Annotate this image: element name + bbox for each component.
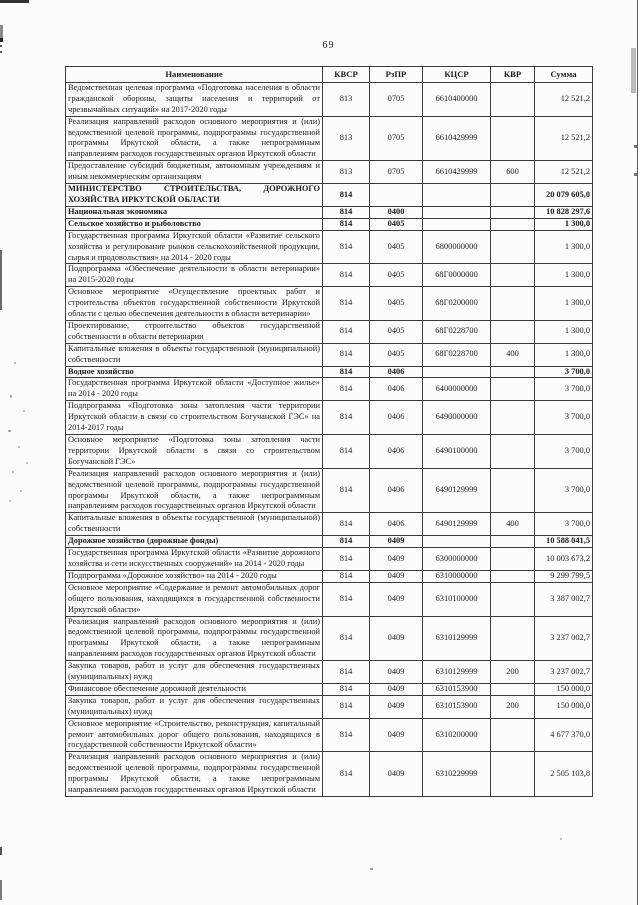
cell-kcsr: 6310153900 xyxy=(423,695,491,718)
cell-kcsr: 6310129999 xyxy=(423,616,491,661)
cell-summa: 12 521,2 xyxy=(535,82,593,116)
cell-rzpr: 0409 xyxy=(370,582,423,616)
cell-kvsr: 814 xyxy=(323,366,370,378)
cell-summa: 3 700,0 xyxy=(535,401,593,435)
cell-name: Реализация направлений расходов основного мероприятия и (или) ведомственной целевой программы, подпрограммы государственной программы Иркутской области, а также непрограммным направлениям расходов государственных органов Иркутской области xyxy=(66,752,323,797)
cell-kvr xyxy=(491,82,535,116)
cell-name: МИНИСТЕРСТВО СТРОИТЕЛЬСТВА, ДОРОЖНОГО ХОЗЯЙСТВА ИРКУТСКОЙ ОБЛАСТИ xyxy=(66,184,323,207)
cell-rzpr: 0409 xyxy=(370,752,423,797)
cell-name: Финансовое обеспечение дорожной деятельности xyxy=(66,683,323,695)
scan-artifact-left-bar xyxy=(0,25,3,38)
cell-summa: 1 300,0 xyxy=(535,343,593,366)
col-header-name: Наименование xyxy=(66,67,323,83)
cell-rzpr: 0409 xyxy=(370,548,423,571)
cell-kvr xyxy=(491,116,535,161)
cell-kcsr xyxy=(423,184,491,207)
cell-kvr xyxy=(491,683,535,695)
cell-kvr xyxy=(491,264,535,287)
cell-kvr xyxy=(491,206,535,218)
cell-summa: 150 000,0 xyxy=(535,695,593,718)
speckle xyxy=(26,462,28,464)
cell-kvsr: 814 xyxy=(323,616,370,661)
cell-kcsr: 6610429999 xyxy=(423,116,491,161)
cell-kvsr: 813 xyxy=(323,116,370,161)
scan-artifact-left-bottom1 xyxy=(0,847,2,855)
cell-kvsr: 814 xyxy=(323,218,370,230)
table-row xyxy=(66,264,593,287)
cell-summa: 3 387 002,7 xyxy=(535,582,593,616)
table-row xyxy=(66,116,593,161)
speckle xyxy=(20,490,22,492)
table-row xyxy=(66,287,593,321)
cell-kvsr: 814 xyxy=(323,695,370,718)
cell-summa: 4 677 370,0 xyxy=(535,718,593,752)
table-row xyxy=(66,468,593,513)
speckle xyxy=(23,410,25,412)
cell-rzpr: 0405 xyxy=(370,343,423,366)
table-row xyxy=(66,320,593,343)
cell-name: Дорожное хозяйство (дорожные фонды) xyxy=(66,536,323,548)
cell-rzpr: 0406 xyxy=(370,401,423,435)
table-row xyxy=(66,184,593,207)
cell-kvr: 400 xyxy=(491,513,535,536)
cell-rzpr: 0705 xyxy=(370,161,423,184)
cell-summa: 10 828 297,6 xyxy=(535,206,593,218)
cell-rzpr: 0705 xyxy=(370,82,423,116)
cell-kvsr: 814 xyxy=(323,435,370,469)
cell-summa: 150 000,0 xyxy=(535,683,593,695)
table-row xyxy=(66,378,593,401)
cell-name: Ведомственная целевая программа «Подготовка населения в области гражданской обороны, защиты населения и территорий от чрезвычайных ситуаций» на 2017-2020 годы xyxy=(66,82,323,116)
cell-kcsr: 6490100000 xyxy=(423,435,491,469)
cell-kcsr: 6310153900 xyxy=(423,683,491,695)
cell-kcsr: 6310100000 xyxy=(423,582,491,616)
speckle xyxy=(370,868,373,870)
cell-rzpr: 0406 xyxy=(370,366,423,378)
cell-name: Подпрограмма «Обеспечение деятельности в области ветеринарии» на 2015-2020 годы xyxy=(66,264,323,287)
cell-kvsr: 814 xyxy=(323,752,370,797)
col-header-rzpr: РзПР xyxy=(370,67,423,83)
cell-kvsr: 814 xyxy=(323,718,370,752)
cell-kvr: 200 xyxy=(491,695,535,718)
cell-summa: 3 700,0 xyxy=(535,513,593,536)
cell-summa: 10 003 673,2 xyxy=(535,548,593,571)
cell-rzpr: 0400 xyxy=(370,206,423,218)
cell-rzpr: 0409 xyxy=(370,661,423,684)
cell-rzpr: 0705 xyxy=(370,116,423,161)
cell-kvsr: 814 xyxy=(323,184,370,207)
cell-kvsr: 814 xyxy=(323,320,370,343)
speckle xyxy=(14,362,16,364)
table-row xyxy=(66,695,593,718)
cell-kcsr xyxy=(423,206,491,218)
cell-kcsr xyxy=(423,366,491,378)
cell-kvsr: 814 xyxy=(323,378,370,401)
cell-summa: 2 505 103,8 xyxy=(535,752,593,797)
cell-rzpr: 0406 xyxy=(370,435,423,469)
cell-kvsr: 814 xyxy=(323,401,370,435)
cell-kcsr: 68Г0200000 xyxy=(423,287,491,321)
cell-kvsr: 813 xyxy=(323,161,370,184)
table-row xyxy=(66,661,593,684)
cell-summa: 1 300,0 xyxy=(535,287,593,321)
cell-rzpr: 0409 xyxy=(370,536,423,548)
table-row xyxy=(66,536,593,548)
cell-kvsr: 814 xyxy=(323,287,370,321)
cell-name: Сельское хозяйство и рыболовство xyxy=(66,218,323,230)
cell-kcsr: 6310129999 xyxy=(423,661,491,684)
cell-summa: 3 700,0 xyxy=(535,366,593,378)
cell-name: Капитальные вложения в объекты государственной (муниципальной) собственности xyxy=(66,343,323,366)
cell-name: Основное мероприятие «Осуществление проектных работ и строительства объектов государственной собственности Иркутской области с целью обеспечения деятельности в области ветеринарии» xyxy=(66,287,323,321)
header-row xyxy=(66,67,593,83)
cell-kcsr: 6310229999 xyxy=(423,752,491,797)
page-number: 69 xyxy=(322,40,335,51)
cell-kcsr: 68Г0000000 xyxy=(423,264,491,287)
cell-kcsr: 6490129999 xyxy=(423,513,491,536)
cell-rzpr: 0406 xyxy=(370,378,423,401)
speckle xyxy=(12,471,14,473)
cell-summa: 1 300,0 xyxy=(535,264,593,287)
cell-kcsr: 68Г0228700 xyxy=(423,320,491,343)
cell-rzpr: 0405 xyxy=(370,264,423,287)
cell-name: Закупка товаров, работ и услуг для обеспечения государственных (муниципальных) нужд xyxy=(66,661,323,684)
cell-name: Основное мероприятие «Содержание и ремонт автомобильных дорог общего пользования, находящихся в государственной собственности Иркутской области» xyxy=(66,582,323,616)
cell-kvr xyxy=(491,218,535,230)
table-row xyxy=(66,570,593,582)
cell-kvsr: 814 xyxy=(323,513,370,536)
cell-kcsr: 6610400000 xyxy=(423,82,491,116)
speckle xyxy=(18,446,20,448)
cell-rzpr xyxy=(370,184,423,207)
table-header xyxy=(66,67,593,83)
cell-rzpr: 0409 xyxy=(370,616,423,661)
cell-rzpr: 0409 xyxy=(370,695,423,718)
cell-kvr xyxy=(491,366,535,378)
cell-rzpr: 0409 xyxy=(370,718,423,752)
cell-summa: 10 588 041,5 xyxy=(535,536,593,548)
cell-summa: 3 700,0 xyxy=(535,435,593,469)
cell-kcsr: 6610429999 xyxy=(423,161,491,184)
cell-kvr xyxy=(491,230,535,264)
col-header-kvr: КВР xyxy=(491,67,535,83)
cell-kvr xyxy=(491,320,535,343)
scan-artifact-top-bar xyxy=(0,0,29,3)
cell-summa: 12 521,2 xyxy=(535,161,593,184)
cell-kvsr: 813 xyxy=(323,82,370,116)
cell-kvsr: 814 xyxy=(323,468,370,513)
cell-name: Подпрограмма «Подготовка зоны затопления части территории Иркутской области в связи со строительством Богучанской ГЭС» на 2014-2017 годы xyxy=(66,401,323,435)
scan-artifact-left-dash xyxy=(0,38,3,42)
cell-kvr xyxy=(491,536,535,548)
table-row xyxy=(66,230,593,264)
cell-name: Основное мероприятие «Строительство, реконструкция, капитальный ремонт автомобильных дорог общего пользования, находящихся в государственной собственности Иркутской области» xyxy=(66,718,323,752)
cell-kvsr: 814 xyxy=(323,206,370,218)
cell-name: Основное мероприятие «Подготовка зоны затопления части территории Иркутской области в связи со строительством Богучанской ГЭС» xyxy=(66,435,323,469)
cell-name: Реализация направлений расходов основного мероприятия и (или) ведомственной целевой программы, подпрограммы государственной программы Иркутской области, а также непрограммным направлениям расходов государственных органов Иркутской области xyxy=(66,116,323,161)
table-row xyxy=(66,752,593,797)
scan-artifact-left-line xyxy=(0,250,2,310)
cell-name: Реализация направлений расходов основного мероприятия и (или) ведомственной целевой программы, подпрограммы государственной программы Иркутской области, а также непрограммным направлениям расходов государственных органов Иркутской области xyxy=(66,616,323,661)
cell-kcsr: 6800000000 xyxy=(423,230,491,264)
cell-name: Государственная программа Иркутской области «Доступное жилье» на 2014 - 2020 годы xyxy=(66,378,323,401)
cell-name: Подпрограмма «Дорожное хозяйство» на 2014 - 2020 годы xyxy=(66,570,323,582)
speckle xyxy=(8,430,11,432)
cell-rzpr: 0409 xyxy=(370,683,423,695)
cell-name: Предоставление субсидий бюджетным, автономным учреждениям и иным некоммерческим организациям xyxy=(66,161,323,184)
table-row xyxy=(66,513,593,536)
cell-kvsr: 814 xyxy=(323,548,370,571)
cell-name: Закупка товаров, работ и услуг для обеспечения государственных (муниципальных) нужд xyxy=(66,695,323,718)
cell-kvr xyxy=(491,616,535,661)
scan-artifact-left-mark1 xyxy=(0,45,2,47)
budget-table xyxy=(65,66,593,797)
cell-kcsr xyxy=(423,218,491,230)
cell-kvr xyxy=(491,582,535,616)
cell-name: Государственная программа Иркутской области «Развитие дорожного хозяйства и сети искусственных сооружений» на 2014 - 2020 годы xyxy=(66,548,323,571)
col-header-kvsr: КВСР xyxy=(323,67,370,83)
cell-kvsr: 814 xyxy=(323,536,370,548)
table-row xyxy=(66,616,593,661)
table-body xyxy=(66,82,593,796)
cell-kcsr: 6490000000 xyxy=(423,401,491,435)
cell-summa: 3 237 002,7 xyxy=(535,661,593,684)
cell-kvr xyxy=(491,718,535,752)
cell-summa: 20 079 605,0 xyxy=(535,184,593,207)
cell-name: Реализация направлений расходов основного мероприятия и (или) ведомственной целевой программы, подпрограммы государственной программы Иркутской области, а также непрограммным направлениям расходов государственных органов Иркутской области xyxy=(66,468,323,513)
table-row xyxy=(66,582,593,616)
cell-kcsr: 68Г0228700 xyxy=(423,343,491,366)
scan-artifact-right-tick1 xyxy=(634,145,637,148)
cell-summa: 9 299 799,5 xyxy=(535,570,593,582)
cell-kvr xyxy=(491,570,535,582)
cell-name: Проектирование, строительство объектов государственной собственности в области ветеринарии xyxy=(66,320,323,343)
table-row xyxy=(66,82,593,116)
cell-summa: 1 300,0 xyxy=(535,218,593,230)
table-row xyxy=(66,548,593,571)
table-row xyxy=(66,366,593,378)
cell-kvr xyxy=(491,435,535,469)
cell-kvr xyxy=(491,752,535,797)
cell-kvsr: 814 xyxy=(323,582,370,616)
col-header-summa: Сумма xyxy=(535,67,593,83)
cell-rzpr: 0409 xyxy=(370,570,423,582)
cell-kcsr: 6400000000 xyxy=(423,378,491,401)
table-row xyxy=(66,161,593,184)
cell-kcsr xyxy=(423,536,491,548)
scan-artifact-right-blob xyxy=(631,48,636,93)
cell-summa: 3 700,0 xyxy=(535,378,593,401)
table-row xyxy=(66,218,593,230)
cell-name: Национальная экономика xyxy=(66,206,323,218)
cell-rzpr: 0405 xyxy=(370,230,423,264)
table-row xyxy=(66,343,593,366)
cell-kcsr: 6300000000 xyxy=(423,548,491,571)
cell-kvr xyxy=(491,401,535,435)
speckle xyxy=(10,395,12,398)
cell-summa: 1 300,0 xyxy=(535,320,593,343)
cell-kcsr: 6490129999 xyxy=(423,468,491,513)
speckle xyxy=(9,500,11,502)
cell-rzpr: 0405 xyxy=(370,287,423,321)
cell-name: Водное хозяйство xyxy=(66,366,323,378)
cell-rzpr: 0405 xyxy=(370,320,423,343)
cell-name: Государственная программа Иркутской области «Развитие сельского хозяйства и регулирование рынков сельскохозяйственной продукции, сырья и продовольствия» на 2014 - 2020 годы xyxy=(66,230,323,264)
scan-artifact-right-tick2 xyxy=(634,173,637,176)
table-row xyxy=(66,683,593,695)
cell-kvsr: 814 xyxy=(323,661,370,684)
cell-kvsr: 814 xyxy=(323,230,370,264)
cell-kvsr: 814 xyxy=(323,683,370,695)
cell-summa: 3 700,0 xyxy=(535,468,593,513)
cell-kvsr: 814 xyxy=(323,570,370,582)
cell-summa: 12 521,2 xyxy=(535,116,593,161)
scan-artifact-left-bottom2 xyxy=(0,880,2,900)
table-row xyxy=(66,718,593,752)
cell-kcsr: 6310000000 xyxy=(423,570,491,582)
cell-summa: 3 237 002,7 xyxy=(535,616,593,661)
table-row xyxy=(66,401,593,435)
cell-kvr xyxy=(491,468,535,513)
cell-kvsr: 814 xyxy=(323,343,370,366)
col-header-kcsr: КЦСР xyxy=(423,67,491,83)
cell-rzpr: 0405 xyxy=(370,218,423,230)
scan-artifact-left-mark2 xyxy=(0,51,2,53)
cell-kvr xyxy=(491,378,535,401)
cell-kvr xyxy=(491,184,535,207)
cell-summa: 1 300,0 xyxy=(535,230,593,264)
table-row xyxy=(66,435,593,469)
cell-rzpr: 0406 xyxy=(370,513,423,536)
cell-kcsr: 6310200000 xyxy=(423,718,491,752)
cell-kvr: 200 xyxy=(491,661,535,684)
scan-artifact-right-line xyxy=(637,0,639,905)
cell-kvr: 400 xyxy=(491,343,535,366)
cell-name: Капитальные вложения в объекты государственной (муниципальной) собственности xyxy=(66,513,323,536)
speckle xyxy=(560,838,562,840)
cell-kvr xyxy=(491,287,535,321)
table-row xyxy=(66,206,593,218)
cell-kvr xyxy=(491,548,535,571)
cell-kvsr: 814 xyxy=(323,264,370,287)
cell-kvr: 600 xyxy=(491,161,535,184)
cell-rzpr: 0406 xyxy=(370,468,423,513)
